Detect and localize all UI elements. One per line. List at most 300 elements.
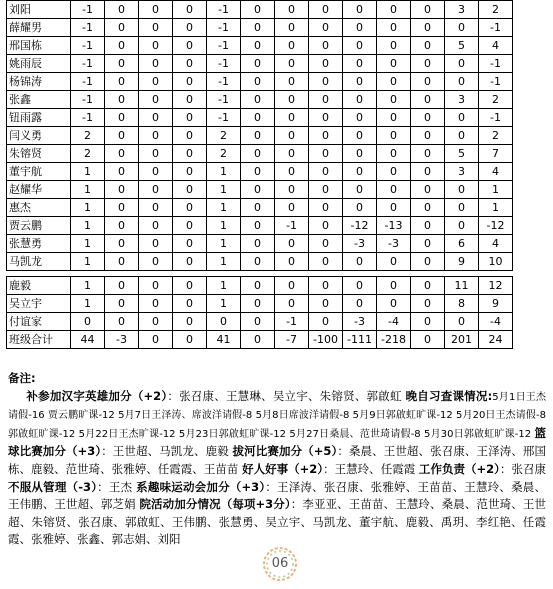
score-cell: 0 [241,19,275,37]
score-cell: 0 [139,253,173,271]
score-cell: 0 [343,55,377,73]
score-cell: 0 [309,181,343,199]
score-cell: 0 [445,217,479,235]
score-cell: 1 [479,181,513,199]
score-cell: 0 [309,37,343,55]
score-cell: 0 [139,235,173,253]
score-cell: -12 [479,217,513,235]
score-cell: 0 [105,145,139,163]
score-cell: 0 [105,1,139,19]
score-cell: 0 [173,163,207,181]
score-cell: 0 [377,73,411,91]
student-name-cell: 刘阳 [7,1,71,19]
score-cell: 0 [139,73,173,91]
score-cell: -1 [71,19,105,37]
document-page [6,0,547,589]
score-cell: 0 [241,109,275,127]
score-cell: -7 [275,331,309,349]
score-cell: 0 [445,181,479,199]
score-cell: 0 [275,1,309,19]
score-cell: 0 [309,19,343,37]
score-cell: 0 [275,295,309,313]
score-cell: -1 [207,37,241,55]
score-cell: 0 [343,1,377,19]
note-detail: ：王世超、马凯龙、鹿毅 [101,444,233,459]
score-cell: 0 [241,277,275,295]
score-cell: 0 [445,127,479,145]
score-cell: 0 [309,217,343,235]
score-cell: -1 [207,73,241,91]
score-cell: 1 [207,217,241,235]
score-cell: -3 [105,331,139,349]
score-cell: 0 [411,217,445,235]
score-cell: 0 [241,181,275,199]
score-cell: 0 [105,217,139,235]
score-cell: 0 [173,181,207,199]
score-cell: -1 [207,55,241,73]
score-cell: 0 [343,199,377,217]
score-cell: -1 [71,55,105,73]
score-cell: 0 [411,73,445,91]
score-cell: 0 [445,109,479,127]
score-cell: 0 [173,127,207,145]
notes-section [8,370,546,549]
score-cell: 0 [71,313,105,331]
score-cell: 0 [241,73,275,91]
table-row [7,217,513,235]
score-cell: 3 [445,1,479,19]
student-name-cell: 贾云鹏 [7,217,71,235]
score-cell: 0 [173,277,207,295]
score-cell: 0 [105,181,139,199]
score-cell: 0 [343,127,377,145]
student-name-cell: 董宇航 [7,163,71,181]
table-row [7,19,513,37]
score-cell: -13 [377,217,411,235]
score-cell: 0 [105,277,139,295]
score-cell: 9 [479,295,513,313]
score-cell: 1 [71,253,105,271]
score-cell: -3 [377,235,411,253]
score-cell: 0 [139,109,173,127]
student-name-cell: 杨锦涛 [7,73,71,91]
score-cell: 0 [377,295,411,313]
note-category: 不服从管理（-3） [8,479,98,494]
score-cell: 0 [173,19,207,37]
table-row [7,277,513,295]
score-cell: 0 [275,253,309,271]
score-cell: -1 [479,19,513,37]
score-cell: 201 [445,331,479,349]
score-cell: 0 [411,145,445,163]
score-cell: 0 [105,127,139,145]
score-cell: 0 [343,91,377,109]
score-cell: 0 [275,127,309,145]
note-detail: ：桑晨、王世超、张召康、王泽涛、邢国栋、鹿毅、范世琦、张雅婷、任霞霞、王苗苗 [8,444,547,476]
score-cell: 24 [479,331,513,349]
score-cell: 0 [173,253,207,271]
score-cell: 0 [275,181,309,199]
score-cell: 0 [139,55,173,73]
score-cell: 0 [309,55,343,73]
score-cell: 0 [445,19,479,37]
score-cell: 0 [309,313,343,331]
table-row [7,235,513,253]
score-cell: 0 [241,145,275,163]
score-cell: 0 [105,199,139,217]
score-cell: 2 [71,127,105,145]
table-row [7,313,513,331]
score-cell: 0 [445,73,479,91]
table-row [7,145,513,163]
table-row [7,253,513,271]
note-category: 院活动加分情况（每项+3分） [139,497,291,512]
note-category: 篮球比赛加分（+3） [8,425,546,459]
score-cell: 0 [173,1,207,19]
score-cell: 0 [275,91,309,109]
score-cell: 0 [411,277,445,295]
score-cell: -4 [479,313,513,331]
score-cell: 0 [309,253,343,271]
score-cell: 0 [275,145,309,163]
score-cell: 0 [309,235,343,253]
score-cell: -1 [275,217,309,235]
score-cell: 0 [139,1,173,19]
note-category: 拔河比赛加分（+5） [232,444,338,459]
score-cell: 0 [377,1,411,19]
student-name-cell: 张鑫 [7,91,71,109]
score-cell: 2 [479,127,513,145]
score-cell: 0 [105,253,139,271]
score-cell: -1 [479,55,513,73]
score-cell: 1 [207,235,241,253]
score-cell: 0 [445,199,479,217]
table-row [7,199,513,217]
score-cell: 0 [411,331,445,349]
score-cell: 0 [445,313,479,331]
score-cell: 0 [343,37,377,55]
score-cell: 0 [173,313,207,331]
score-cell: 0 [241,253,275,271]
student-name-cell: 张慧勇 [7,235,71,253]
student-name-cell: 鹿毅 [7,277,71,295]
score-cell: 0 [411,313,445,331]
student-name-cell: 付谊家 [7,313,71,331]
score-cell: 0 [411,181,445,199]
score-cell: 0 [139,181,173,199]
student-name-cell: 朱镕贤 [7,145,71,163]
score-cell: 0 [309,199,343,217]
score-cell: 0 [173,235,207,253]
score-cell: -12 [343,217,377,235]
score-cell: -1 [479,73,513,91]
score-cell: 0 [309,145,343,163]
score-cell: 0 [275,55,309,73]
score-cell: 10 [479,253,513,271]
student-name-cell: 钮雨露 [7,109,71,127]
score-cell: 0 [309,91,343,109]
score-cell: 0 [343,295,377,313]
note-category: 好人好事（+2） [242,461,324,476]
score-cell: 0 [343,73,377,91]
score-cell: 5 [445,145,479,163]
page-number-badge [262,546,298,582]
note-detail: ：王泽涛、张召康、张雅婷、王苗苗、王慧玲、桑晨、王伟鹏、王世超、郭芝娟 [8,479,547,512]
note-category: 工作负责（+2） [418,461,500,476]
score-cell: 2 [479,91,513,109]
score-cell: 0 [377,181,411,199]
score-cell: 0 [241,127,275,145]
score-cell: 8 [445,295,479,313]
page-number: 06 [271,556,289,571]
score-cell: 0 [105,55,139,73]
score-cell: -1 [71,37,105,55]
notes-heading: 备注: [8,371,36,385]
score-cell: -1 [207,109,241,127]
student-name-cell: 班级合计 [7,331,71,349]
table-row [7,37,513,55]
score-cell: 0 [139,331,173,349]
score-cell: 0 [139,163,173,181]
score-cell: 0 [105,295,139,313]
score-cell: -111 [343,331,377,349]
note-category: 补参加汉字英雄加分（+2） [26,388,168,403]
student-name-cell: 吴立宇 [7,295,71,313]
score-cell: 0 [411,199,445,217]
score-cell: 0 [139,145,173,163]
student-name-cell: 姚雨辰 [7,55,71,73]
note-detail: ：张召康 [499,461,547,476]
score-cell: 0 [275,199,309,217]
score-cell: 0 [445,55,479,73]
student-name-cell: 惠杰 [7,199,71,217]
note-category: 晚自习查课情况: [405,388,493,403]
score-cell: 0 [241,331,275,349]
student-name-cell: 邢国栋 [7,37,71,55]
score-cell: -4 [377,313,411,331]
score-cell: 0 [139,277,173,295]
score-cell: 2 [207,127,241,145]
score-cell: 0 [105,313,139,331]
score-cell: -1 [479,109,513,127]
score-cell: 1 [71,181,105,199]
score-cell: 0 [173,331,207,349]
score-cell: 0 [411,19,445,37]
score-cell: 4 [479,235,513,253]
table-row [7,1,513,19]
score-cell: 0 [139,313,173,331]
note-detail: 5月1日王杰请假-16 贾云鹏旷课-12 5月7日王泽涛、席波洋请假-8 5月8日席波洋请假-8 5月9日郭啟虹旷课-12 5月20日王杰请假-8 郭啟虹旷课-12 5月22日王杰旷课-12 5月23日郭啟虹旷课-12 5月27日桑晨、范世琦请假-8 5月30日郭啟虹旷课-12 [8,391,547,440]
table-row [7,73,513,91]
score-cell: 5 [445,37,479,55]
score-cell: 1 [71,217,105,235]
student-name-cell: 薛耀男 [7,19,71,37]
score-cell: 0 [309,1,343,19]
score-table [6,0,513,349]
score-cell: 1 [207,199,241,217]
score-cell: -3 [343,235,377,253]
score-cell: 0 [343,277,377,295]
score-cell: 0 [173,37,207,55]
score-cell: 0 [105,109,139,127]
score-cell: -1 [71,73,105,91]
score-cell: 0 [105,163,139,181]
score-cell: 0 [411,163,445,181]
score-cell: 0 [411,91,445,109]
total-row [7,331,513,349]
score-cell: 0 [173,295,207,313]
note-detail: ：李亚亚、王苗苗、王慧玲、桑晨、范世琦、王世超、朱镕贤、张召康、郭啟虹、王伟鹏、张慧勇、吴立宇、马凯龙、董宇航、鹿毅、禹玥、李红艳、任霞霞、张雅婷、张鑫、郭志娟、刘阳 [8,497,547,547]
score-cell: 0 [343,109,377,127]
score-cell: -100 [309,331,343,349]
score-cell: 0 [139,295,173,313]
score-cell: -1 [275,313,309,331]
score-cell: 0 [377,19,411,37]
score-cell: 0 [377,91,411,109]
score-cell: 12 [479,277,513,295]
score-cell: 1 [71,235,105,253]
note-detail: ：王杰 [97,479,137,494]
score-cell: 0 [139,217,173,235]
score-cell: 2 [207,145,241,163]
score-cell: 0 [275,277,309,295]
score-cell: 4 [479,163,513,181]
score-cell: 0 [377,55,411,73]
score-cell: 0 [411,1,445,19]
score-cell: 0 [173,73,207,91]
score-cell: 0 [105,73,139,91]
score-cell: -1 [71,91,105,109]
score-cell: 0 [377,127,411,145]
table-row [7,127,513,145]
score-cell: -1 [71,1,105,19]
score-cell: 0 [139,199,173,217]
score-cell: 0 [275,37,309,55]
notes-paragraph [8,388,546,549]
table-row [7,181,513,199]
score-cell: 0 [377,253,411,271]
score-cell: 0 [173,199,207,217]
score-cell: 7 [479,145,513,163]
score-cell: 0 [173,55,207,73]
score-cell: 3 [445,91,479,109]
score-cell: 0 [343,145,377,163]
table-row [7,109,513,127]
score-cell: 0 [139,127,173,145]
score-cell: 0 [377,163,411,181]
score-cell: 0 [343,181,377,199]
score-cell: 0 [241,295,275,313]
score-cell: 0 [343,19,377,37]
score-cell: 2 [71,145,105,163]
score-cell: 0 [173,145,207,163]
score-cell: 0 [377,109,411,127]
score-cell: 0 [309,295,343,313]
score-cell: 3 [445,163,479,181]
score-cell: 1 [207,181,241,199]
score-cell: 0 [139,37,173,55]
score-cell: 0 [241,199,275,217]
score-cell: -218 [377,331,411,349]
score-cell: 0 [411,109,445,127]
score-cell: 0 [241,217,275,235]
score-cell: 1 [207,295,241,313]
table-row [7,295,513,313]
score-cell: 0 [173,217,207,235]
score-cell: 1 [71,277,105,295]
student-name-cell: 闫义勇 [7,127,71,145]
score-cell: 1 [71,199,105,217]
score-cell: 0 [241,1,275,19]
score-cell: 0 [309,127,343,145]
score-cell: 2 [479,1,513,19]
score-cell: 1 [479,199,513,217]
score-cell: 0 [411,37,445,55]
score-cell: 4 [479,37,513,55]
score-cell: 6 [445,235,479,253]
table-row [7,91,513,109]
score-cell: 0 [411,253,445,271]
score-cell: 0 [309,277,343,295]
score-cell: 0 [241,163,275,181]
score-cell: 0 [207,313,241,331]
score-cell: 0 [377,199,411,217]
score-cell: 1 [207,253,241,271]
score-cell: 0 [343,253,377,271]
score-cell: 41 [207,331,241,349]
score-cell: 0 [411,295,445,313]
score-cell: 9 [445,253,479,271]
score-cell: 1 [71,295,105,313]
score-cell: -1 [207,91,241,109]
score-cell: 1 [71,163,105,181]
score-cell: 0 [241,313,275,331]
score-cell: 0 [275,73,309,91]
score-cell: 0 [241,55,275,73]
score-cell: 0 [241,235,275,253]
note-detail: ：王慧玲、任霞霞 [323,461,419,476]
score-cell: 0 [377,277,411,295]
score-cell: 0 [309,109,343,127]
score-cell: 44 [71,331,105,349]
score-cell: 1 [207,277,241,295]
note-detail: ：张召康、王慧琳、吴立宇、朱镕贤、郭啟虹 [167,388,406,403]
student-name-cell: 马凯龙 [7,253,71,271]
score-cell: 0 [173,109,207,127]
score-cell: -1 [71,109,105,127]
table-row [7,55,513,73]
score-cell: 0 [275,163,309,181]
score-cell: 0 [411,235,445,253]
score-cell: 0 [139,19,173,37]
score-cell: 0 [105,37,139,55]
score-cell: -1 [207,19,241,37]
score-cell: 0 [377,37,411,55]
score-cell: 0 [105,19,139,37]
score-cell: 0 [275,19,309,37]
score-cell: 0 [343,163,377,181]
note-category: 系趣味运动会加分（+3） [136,479,266,494]
score-cell: 0 [309,73,343,91]
score-cell: 0 [105,91,139,109]
score-cell: 0 [275,235,309,253]
score-cell: 0 [309,163,343,181]
score-cell: 1 [207,163,241,181]
table-row [7,163,513,181]
score-cell: 0 [105,235,139,253]
score-cell: 0 [241,37,275,55]
score-cell: 0 [241,91,275,109]
